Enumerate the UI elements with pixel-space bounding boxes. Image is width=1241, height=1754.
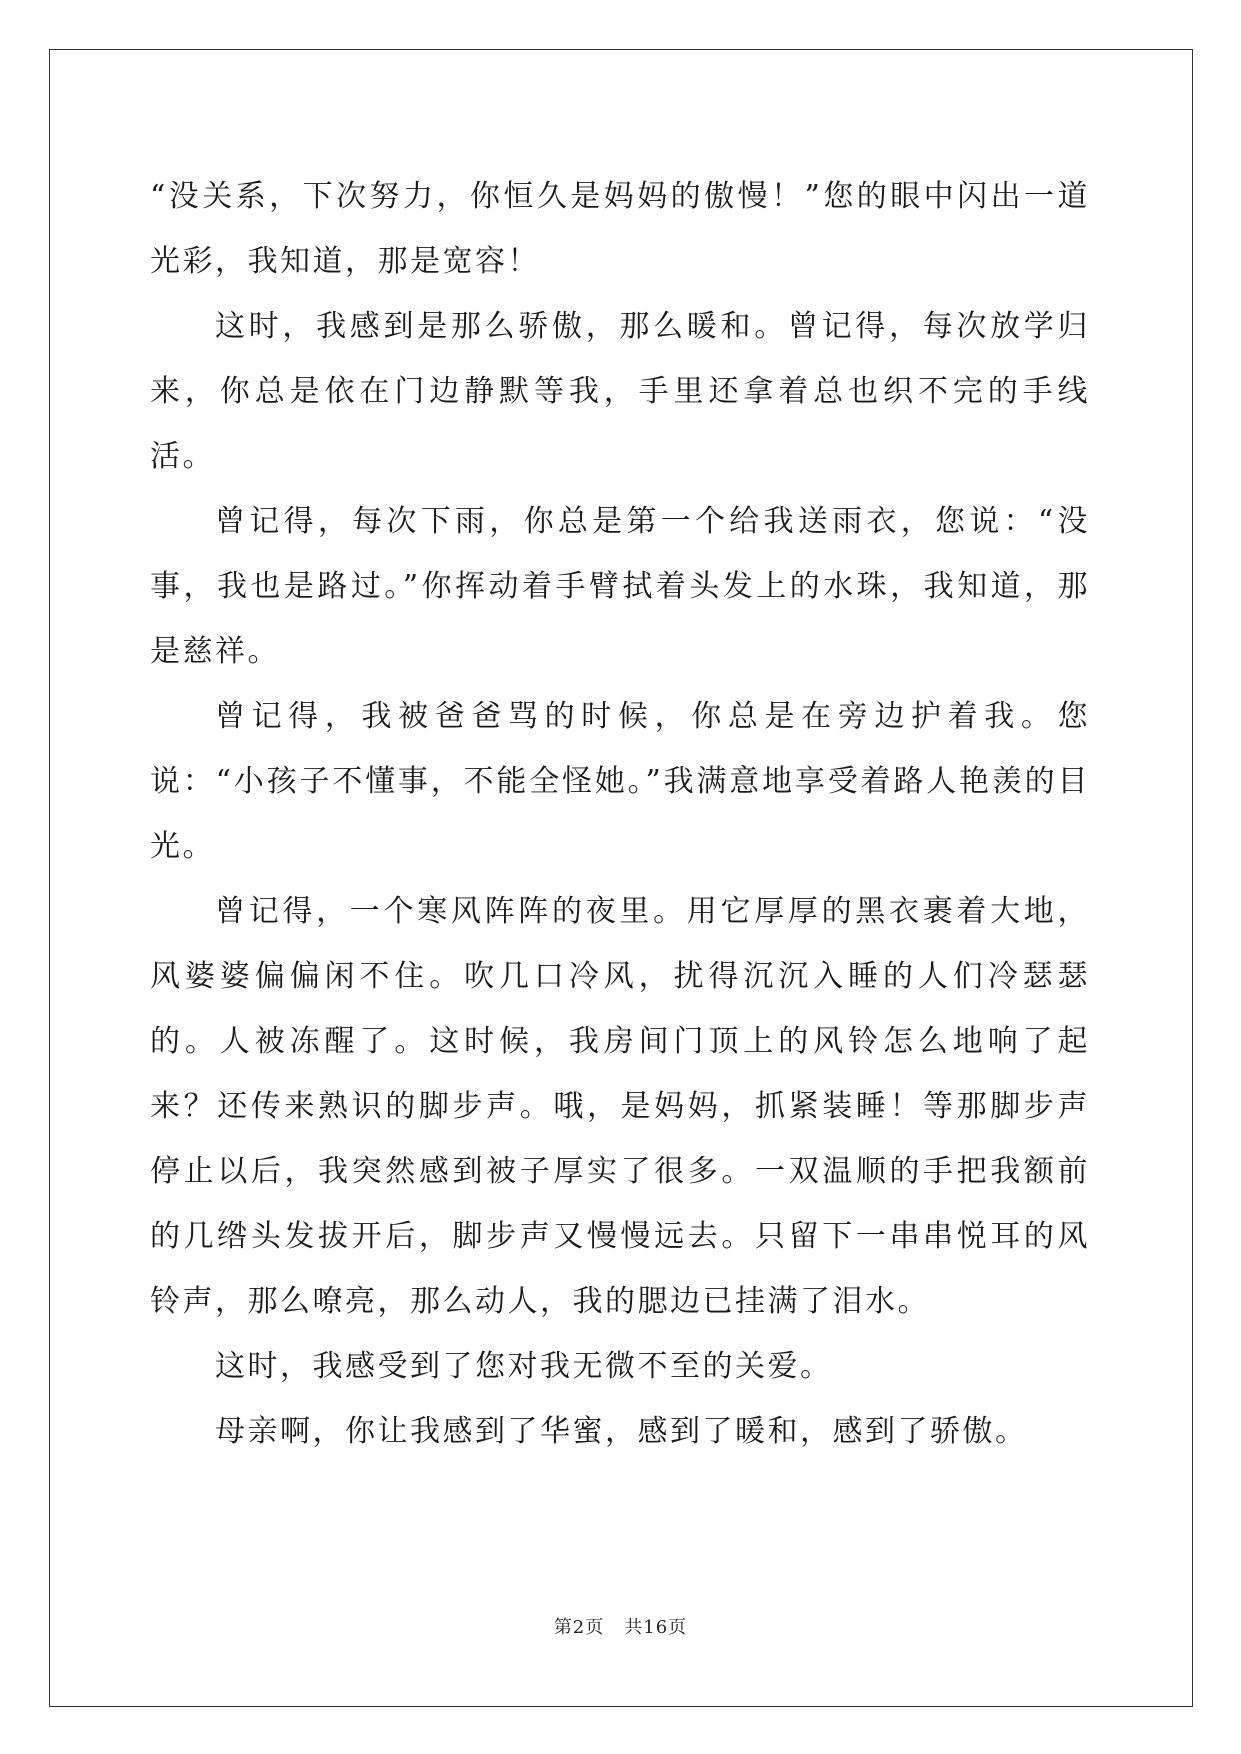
page-footer <box>0 1613 1241 1639</box>
paragraph: 曾记得，每次下雨，你总是第一个给我送雨衣，您说：“没事，我也是路过。”你挥动着手臂拭着头发上的水珠，我知道，那是慈祥。 <box>150 504 1090 669</box>
paragraph: 这时，我感受到了您对我无微不至的关爱。 <box>215 1349 833 1384</box>
paragraph: 这时，我感到是那么骄傲，那么暖和。曾记得，每次放学归来，你总是依在门边静默等我，手里还拿着总也织不完的手线活。 <box>150 309 1090 474</box>
paragraph: 曾记得，我被爸爸骂的时候，你总是在旁边护着我。您说：“小孩子不懂事，不能全怪她。”我满意地享受着路人艳羡的目光。 <box>150 699 1090 864</box>
paragraph: “没关系，下次努力，你恒久是妈妈的傲慢！”您的眼中闪出一道光彩，我知道，那是宽容！ <box>150 179 1090 279</box>
paragraph: 母亲啊，你让我感到了华蜜，感到了暖和，感到了骄傲。 <box>215 1414 1028 1449</box>
page-number: 第2页 <box>553 1617 605 1638</box>
paragraph: 曾记得，一个寒风阵阵的夜里。用它厚厚的黑衣裹着大地，风婆婆偏偏闲不住。吹几口冷风，扰得沉沉入睡的人们冷瑟瑟的。人被冻醒了。这时候，我房间门顶上的风铃怎么地响了起来？还传来熟识的脚步声。哦，是妈妈，抓紧装睡！等那脚步声停止以后，我突然感到被子厚实了很多。一双温顺的手把我额前的几绺头发拔开后，脚步声又慢慢远去。只留下一串串悦耳的风铃声，那么嘹亮，那么动人，我的腮边已挂满了泪水。 <box>150 894 1090 1319</box>
document-body <box>150 164 1090 1464</box>
page-total: 共16页 <box>624 1617 688 1638</box>
